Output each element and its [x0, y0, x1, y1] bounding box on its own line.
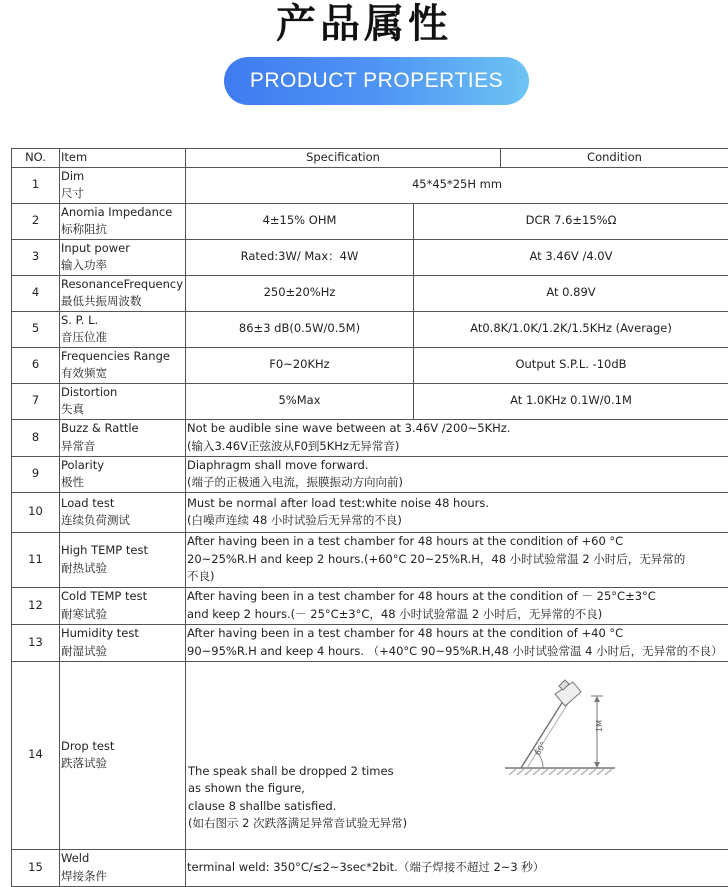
table-row: [12, 383, 728, 419]
item-cell: [60, 532, 186, 587]
description-cell: [186, 661, 728, 849]
item-name-zh: 跌落试验: [61, 755, 185, 773]
item-name-en: Dim: [61, 168, 185, 186]
item-name-zh: 连续负荷测试: [61, 512, 185, 530]
col-header-spec: Specification: [186, 149, 501, 168]
item-name-en: S. P. L.: [61, 312, 185, 330]
table-row: [12, 311, 728, 347]
item-cell: [60, 624, 186, 661]
item-cell: [60, 383, 186, 419]
item-name-zh: 失真: [61, 401, 185, 419]
table-row: [12, 849, 728, 886]
description-line: as shown the figure,: [188, 780, 407, 798]
row-number: 8: [12, 419, 60, 456]
table-header-row: [12, 149, 728, 168]
row-number: 2: [12, 203, 60, 239]
item-name-zh: 输入功率: [61, 257, 185, 275]
description-line: 90~95%R.H and keep 4 hours. （+40°C 90~95%R.H,48 小时试验常温 4 小时后，无异常的不良）: [187, 643, 728, 661]
item-name-en: Anomia Impedance: [61, 204, 185, 222]
table-row: [12, 624, 728, 661]
item-cell: [60, 492, 186, 532]
col-header-no: NO.: [12, 149, 60, 168]
description-line: The speak shall be dropped 2 times: [188, 763, 407, 781]
item-cell: [60, 419, 186, 456]
item-cell: [60, 203, 186, 239]
item-cell: [60, 849, 186, 886]
condition-cell: At0.8K/1.0K/1.2K/1.5KHz (Average): [414, 311, 728, 347]
table-row: [12, 456, 728, 492]
item-name-zh: 最低共振周波数: [61, 293, 185, 311]
item-name-en: Load test: [61, 495, 185, 513]
item-name-en: ResonanceFrequency: [61, 276, 185, 294]
description-line: (如右图示 2 次跌落满足异常音试验无异常): [188, 815, 407, 833]
item-name-zh: 音压位准: [61, 329, 185, 347]
description-cell: [186, 532, 728, 587]
item-name-en: Weld: [61, 850, 185, 868]
drop-test-text: [188, 763, 407, 833]
row-number: 6: [12, 347, 60, 383]
row-number: 1: [12, 167, 60, 203]
condition-cell: At 1.0KHz 0.1W/0.1M: [414, 383, 728, 419]
spec-cell: 4±15% OHM: [186, 203, 414, 239]
table-row: [12, 492, 728, 532]
description-line: 20~25%R.H and keep 2 hours.(+60°C 20~25%R.H，48 小时试验常温 2 小时后，无异常的: [187, 551, 728, 569]
description-line: After having been in a test chamber for 48 hours at the condition of +40 °C: [187, 625, 728, 643]
item-cell: [60, 275, 186, 311]
condition-cell: At 3.46V /4.0V: [414, 239, 728, 275]
page-title: 产品属性: [0, 0, 728, 54]
item-name-en: Drop test: [61, 738, 185, 756]
row-number: 5: [12, 311, 60, 347]
row-number: 4: [12, 275, 60, 311]
item-name-en: Input power: [61, 240, 185, 258]
table-row: [12, 239, 728, 275]
description-line: 不良): [187, 568, 728, 586]
spec-cell: 5%Max: [186, 383, 414, 419]
item-cell: [60, 311, 186, 347]
item-name-zh: 耐湿试验: [61, 643, 185, 661]
spec-cell: 45*45*25H mm: [186, 167, 728, 203]
description-line: clause 8 shallbe satisfied.: [188, 798, 407, 816]
item-name-zh: 耐寒试验: [61, 606, 185, 624]
row-number: 13: [12, 624, 60, 661]
table-row: [12, 275, 728, 311]
description-cell: [186, 624, 728, 661]
description-cell: terminal weld: 350°C/≤2~3sec*2bit.（端子焊接不超过 2~3 秒）: [186, 849, 728, 886]
condition-cell: At 0.89V: [414, 275, 728, 311]
description-line: (输入3.46V正弦波从F0到5KHz无异常音): [187, 438, 728, 456]
item-name-en: Distortion: [61, 384, 185, 402]
spec-cell: F0~20KHz: [186, 347, 414, 383]
table-row: [12, 347, 728, 383]
description-line: After having been in a test chamber for 48 hours at the condition of +60 °C: [187, 533, 728, 551]
col-header-item: Item: [60, 149, 186, 168]
spec-cell: Rated:3W/ Max：4W: [186, 239, 414, 275]
row-number: 11: [12, 532, 60, 587]
item-name-zh: 极性: [61, 474, 185, 492]
spec-cell: 86±3 dB(0.5W/0.5M): [186, 311, 414, 347]
item-cell: [60, 456, 186, 492]
drop-test-diagram: [503, 676, 619, 776]
table-row: [12, 532, 728, 587]
item-cell: [60, 239, 186, 275]
item-name-zh: 耐热试验: [61, 560, 185, 578]
item-name-en: Buzz & Rattle: [61, 420, 185, 438]
item-name-en: Polarity: [61, 457, 185, 475]
table-row: [12, 661, 728, 849]
item-name-zh: 尺寸: [61, 185, 185, 203]
table-row: [12, 419, 728, 456]
item-name-zh: 异常音: [61, 438, 185, 456]
item-cell: [60, 587, 186, 624]
description-line: Not be audible sine wave between at 3.46V /200~5KHz.: [187, 420, 728, 438]
spec-cell: 250±20%Hz: [186, 275, 414, 311]
condition-cell: DCR 7.6±15%Ω: [414, 203, 728, 239]
description-cell: [186, 492, 728, 532]
item-cell: [60, 167, 186, 203]
row-number: 9: [12, 456, 60, 492]
row-number: 14: [12, 661, 60, 849]
angle-label: 60°: [533, 740, 548, 757]
row-number: 12: [12, 587, 60, 624]
description-line: Must be normal after load test:white noise 48 hours.: [187, 495, 728, 513]
item-cell: [60, 347, 186, 383]
item-name-en: Humidity test: [61, 625, 185, 643]
description-cell: [186, 419, 728, 456]
col-header-condition: Condition: [501, 149, 728, 168]
row-number: 15: [12, 849, 60, 886]
properties-table: [11, 148, 728, 887]
item-name-zh: 有效频宽: [61, 365, 185, 383]
item-name-en: Cold TEMP test: [61, 588, 185, 606]
description-cell: [186, 456, 728, 492]
description-line: After having been in a test chamber for 48 hours at the condition of － 25°C±3°C: [187, 588, 728, 606]
row-number: 7: [12, 383, 60, 419]
item-name-zh: 焊接条件: [61, 868, 185, 886]
table-row: [12, 167, 728, 203]
section-banner: PRODUCT PROPERTIES: [224, 57, 529, 105]
description-line: (端子的正极通入电流，振膜振动方向向前): [187, 474, 728, 492]
condition-cell: Output S.P.L. -10dB: [414, 347, 728, 383]
height-label: 1M: [595, 719, 604, 731]
description-line: (白噪声连续 48 小时试验后无异常的不良): [187, 512, 728, 530]
item-name-zh: 标称阻抗: [61, 221, 185, 239]
description-line: Diaphragm shall move forward.: [187, 457, 728, 475]
description-line: and keep 2 hours.(－ 25°C±3°C，48 小时试验常温 2 小时后，无异常的不良): [187, 606, 728, 624]
row-number: 3: [12, 239, 60, 275]
item-name-en: Frequencies Range: [61, 348, 185, 366]
description-cell: [186, 587, 728, 624]
item-cell: [60, 661, 186, 849]
table-row: [12, 203, 728, 239]
row-number: 10: [12, 492, 60, 532]
table-row: [12, 587, 728, 624]
item-name-en: High TEMP test: [61, 542, 185, 560]
